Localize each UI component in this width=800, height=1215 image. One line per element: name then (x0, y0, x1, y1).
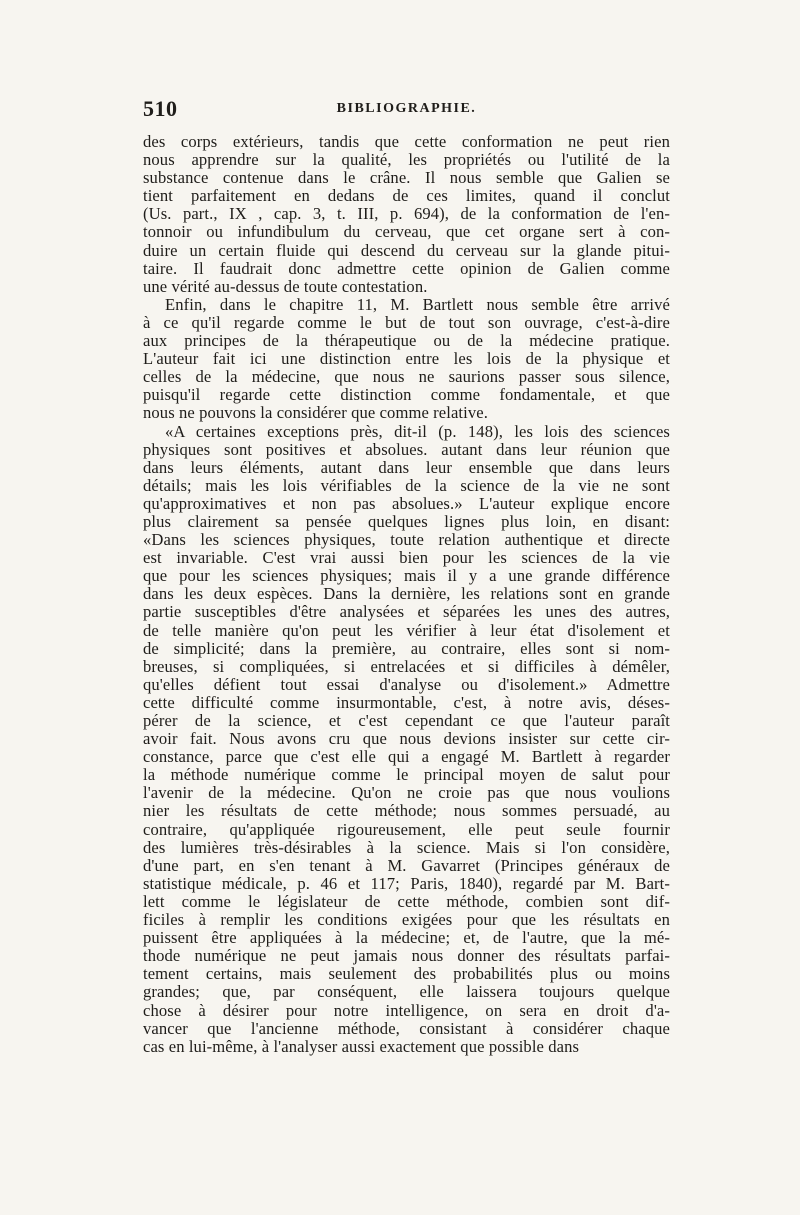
text-line: breuses, si compliquées, si entrelacées et si difficiles à démêler, (143, 656, 670, 676)
text-line: partie susceptibles d'être analysées et séparées les unes des autres, (143, 602, 670, 622)
text-line: d'une part, en s'en tenant à M. Gavarret (Principes généraux de (143, 855, 670, 875)
text-line: tonnoir ou infundibulum du cerveau, que cet organe sert à con- (143, 222, 670, 242)
text-line: ficiles à remplir les conditions exigées pour que les résultats en (143, 910, 670, 930)
body-text (143, 133, 670, 1056)
text-line: avoir fait. Nous avons cru que nous devions insister sur cette cir- (143, 729, 670, 749)
text-line: l'avenir de la médecine. Qu'on ne croie pas que nous voulions (143, 783, 670, 803)
text-line: cette difficulté comme insurmontable, c'est, à notre avis, déses- (143, 692, 670, 712)
text-line: «Dans les sciences physiques, toute relation authentique et directe (143, 530, 670, 550)
text-line: de simplicité; dans la première, au contraire, elles sont si nom- (143, 638, 670, 658)
text-line: qu'elles défient tout essai d'analyse ou d'isolement.» Admettre (143, 674, 670, 694)
page-header (143, 96, 670, 122)
text-line: celles de la médecine, que nous ne saurions passer sous silence, (143, 367, 670, 387)
text-line: «A certaines exceptions près, dit-il (p. 148), les lois des sciences (165, 421, 670, 441)
text-line: que pour les sciences physiques; mais il y a une grande différence (143, 566, 670, 586)
text-line: physiques sont positives et absolues. autant dans leur réunion que (143, 439, 670, 459)
text-line: constance, parce que c'est elle qui a engagé M. Bartlett à regarder (143, 747, 670, 767)
text-line: nous apprendre sur la qualité, les propriétés ou l'utilité de la (143, 150, 670, 170)
text-line: détails; mais les lois vérifiables de la science de la vie ne sont (143, 475, 670, 495)
text-line: L'auteur fait ici une distinction entre les lois de la physique et (143, 349, 670, 369)
text-line: plus clairement sa pensée quelques lignes plus loin, en disant: (143, 511, 670, 531)
text-line: chose à désirer pour notre intelligence, on sera en droit d'a- (143, 1000, 670, 1020)
running-head: BIBLIOGRAPHIE. (336, 101, 477, 116)
text-line: qu'approximatives et non pas absolues.» L'auteur explique encore (143, 493, 670, 513)
text-line: de telle manière qu'on peut les vérifier à leur état d'isolement et (143, 620, 670, 640)
text-line: puissent être appliquées à la médecine; et, de l'autre, que la mé- (143, 928, 670, 948)
text-line: taire. Il faudrait donc admettre cette opinion de Galien comme (143, 258, 670, 278)
text-line: lett comme le législateur de cette méthode, combien sont dif- (143, 891, 670, 911)
text-line: des corps extérieurs, tandis que cette conformation ne peut rien (143, 132, 670, 151)
page-number: 510 (143, 96, 178, 121)
text-line: cas en lui-même, à l'analyser aussi exactement que possible dans (143, 1036, 580, 1056)
text-line: une vérité au-dessus de toute contestation. (143, 276, 428, 296)
text-line: statistique médicale, p. 46 et 117; Paris, 1840), regardé par M. Bart- (143, 873, 670, 893)
text-line: nier les résultats de cette méthode; nous sommes persuadé, au (143, 801, 670, 821)
text-line: nous ne pouvons la considérer que comme relative. (143, 403, 488, 423)
text-line: substance contenue dans le crâne. Il nous semble que Galien se (143, 168, 670, 188)
text-line: des lumières très-désirables à la science. Mais si l'on considère, (143, 837, 670, 857)
text-line: vancer que l'ancienne méthode, consistant à considérer chaque (143, 1018, 670, 1038)
text-line: à ce qu'il regarde comme le but de tout son ouvrage, c'est-à-dire (143, 312, 670, 332)
text-line: aux principes de la thérapeutique ou de la médecine pratique. (143, 331, 670, 351)
text-line: Enfin, dans le chapitre 11, M. Bartlett nous semble être arrivé (165, 294, 670, 314)
text-line: dans leurs éléments, autant dans leur ensemble que dans leurs (143, 457, 670, 477)
text-line: dans les deux espèces. Dans la dernière, les relations sont en grande (143, 584, 670, 604)
text-line: la méthode numérique comme le principal moyen de salut pour (143, 765, 670, 785)
text-line: (Us. part., IX , cap. 3, t. III, p. 694), de la conformation de l'en- (143, 204, 670, 224)
text-line: grandes; que, par conséquent, elle laissera toujours quelque (143, 982, 670, 1002)
text-line: tement certains, mais seulement des probabilités plus ou moins (143, 964, 670, 984)
text-line: pérer de la science, et c'est cependant ce que l'auteur paraît (143, 711, 670, 730)
text-line: thode numérique ne peut jamais nous donner des résultats parfai- (143, 946, 670, 966)
text-line: tient parfaitement en dedans de ces limites, quand il conclut (143, 186, 670, 206)
text-line: puisqu'il regarde cette distinction comme fondamentale, et que (143, 385, 670, 405)
text-line: est invariable. C'est vrai aussi bien pour les sciences de la vie (143, 548, 670, 568)
text-line: duire un certain fluide qui descend du cerveau sur la glande pitui- (143, 240, 670, 260)
text-line: contraire, qu'appliquée rigoureusement, elle peut seule fournir (143, 819, 670, 839)
